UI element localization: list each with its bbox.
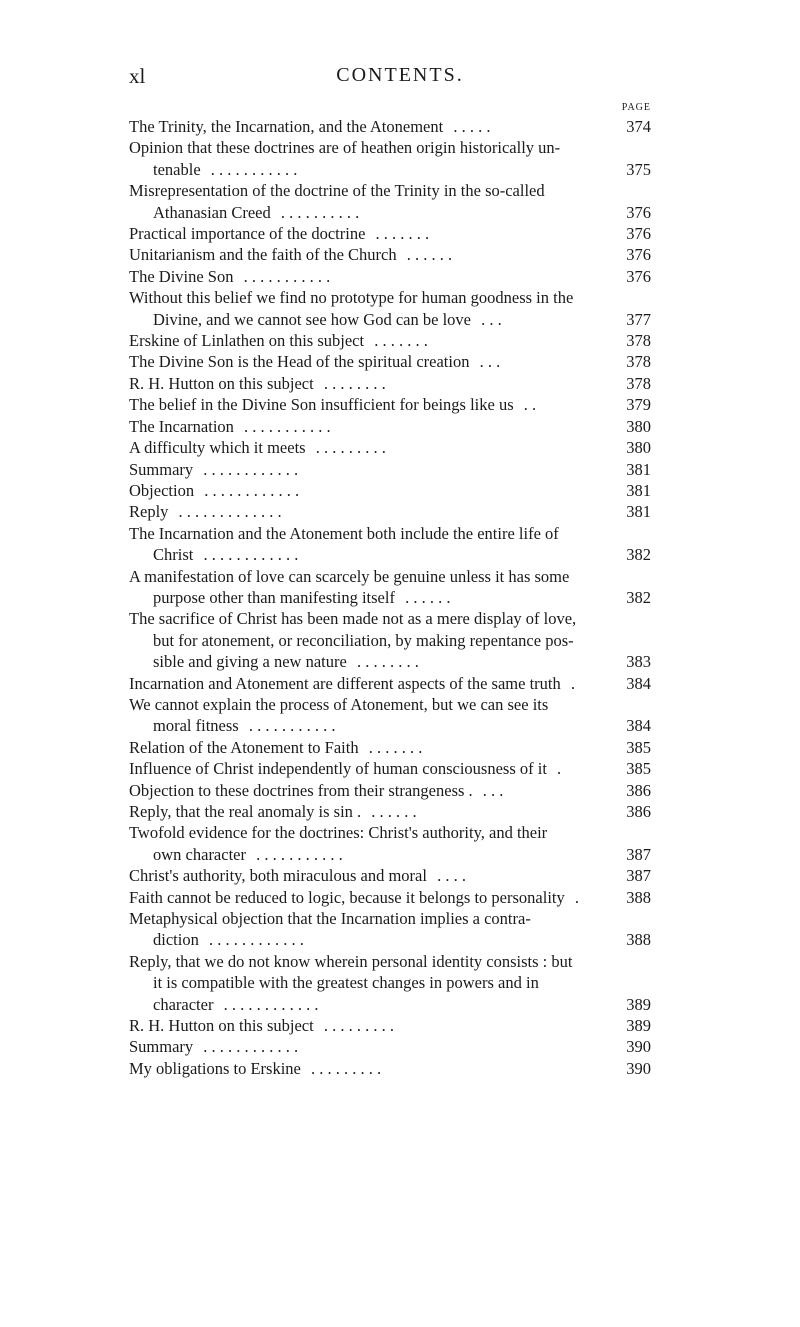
toc-page-number: 380 [626,416,651,436]
dot-leader: . . . . . . . . . . . . [199,459,299,479]
toc-entry [129,480,651,501]
page-column-label: PAGE [621,102,651,113]
toc-entry [129,822,651,865]
toc-entry [129,244,651,265]
toc-page-number: 386 [626,780,651,800]
toc-entry-text [129,501,617,522]
toc-entry-text: it is compatible with the greatest changes in powers and in [153,973,539,993]
toc-page-number: 382 [626,545,651,565]
toc-page-number: 375 [626,159,651,179]
toc-entry-text [129,351,617,372]
toc-entry-text-segment: The belief in the Divine Son insufficient for beings like us [129,395,514,415]
toc-entry-text: Metaphysical objection that the Incarnation implies a contra- [129,909,531,929]
toc-entry [129,673,651,694]
dot-leader: . . [519,395,537,415]
toc-entry-text-segment: diction [153,930,199,950]
toc-entry-text: The sacrifice of Christ has been made not as a mere display of love, [129,609,577,629]
toc-entry [129,223,651,244]
toc-entry-text-segment: Summary [129,1037,194,1057]
toc-entry-text-segment: sible and giving a new nature [153,652,347,672]
dot-leader: . . . [478,780,504,800]
table-of-contents [129,116,651,1079]
toc-entry-text [129,929,617,950]
toc-entry [129,523,651,566]
toc-entry-text-segment: Objection to these doctrines from their strangeness . [129,780,473,800]
toc-entry [129,865,651,886]
toc-entry-text [129,244,617,265]
dot-leader: . . . . . . . . [319,373,386,393]
toc-page-number: 376 [626,245,651,265]
dot-leader: . . . . . . . . . [319,1016,394,1036]
toc-entry-text: Twofold evidence for the doctrines: Christ's authority, and their [129,823,548,843]
toc-entry [129,694,651,737]
dot-leader: . [552,759,562,779]
toc-entry-text-segment: Divine, and we cannot see how God can be love [153,309,471,329]
toc-entry-text: The Incarnation and the Atonement both include the entire life of [129,523,559,543]
toc-entry-text [129,715,617,736]
dot-leader: . . . . . . . . . . . . [204,930,304,950]
toc-entry-text [129,394,617,415]
dot-leader: . . . [475,352,501,372]
toc-entry-text-segment: own character [153,844,246,864]
toc-entry-text-segment: Relation of the Atonement to Faith [129,737,359,757]
toc-entry-text [129,887,617,908]
toc-entry-text [129,437,617,458]
toc-entry-text-segment: The Divine Son [129,266,234,286]
toc-entry-text [129,459,617,480]
toc-entry [129,501,651,522]
toc-page-number: 376 [626,266,651,286]
toc-entry-text-segment: A difficulty which it meets [129,438,306,458]
toc-page-number: 387 [626,844,651,864]
toc-entry [129,1036,651,1057]
dot-leader: . . . . [432,866,466,886]
toc-entry-text-segment: Practical importance of the doctrine [129,224,366,244]
dot-leader: . . . [476,309,502,329]
toc-entry [129,758,651,779]
dot-leader: . . . . . . [402,245,453,265]
toc-entry-text [129,116,617,137]
toc-page-number: 376 [626,202,651,222]
toc-page-number: 383 [626,652,651,672]
toc-page-number: 380 [626,438,651,458]
toc-entry-text-segment: Influence of Christ independently of human consciousness of it [129,759,547,779]
toc-entry-text [129,1015,617,1036]
toc-entry [129,887,651,908]
toc-entry-text: Opinion that these doctrines are of heathen origin historically un- [129,138,561,158]
toc-entry-text-segment: The Divine Son is the Head of the spiritual creation [129,352,470,372]
toc-entry-text-segment: character [153,994,214,1014]
toc-entry-text-segment: Christ [153,545,194,565]
toc-entry [129,394,651,415]
toc-entry [129,287,651,330]
dot-leader: . . . . . . . . . . . . . [174,502,282,522]
toc-entry-text-segment: Reply [129,502,169,522]
toc-entry-text [129,737,617,758]
dot-leader: . . . . . . . . . [311,438,386,458]
toc-page-number: 387 [626,866,651,886]
toc-entry [129,737,651,758]
toc-entry-text [129,587,617,608]
toc-entry-text [129,994,617,1015]
toc-page-number: 390 [626,1058,651,1078]
toc-entry-text [129,651,617,672]
toc-entry-text-segment: Incarnation and Atonement are different aspects of the same truth [129,673,561,693]
dot-leader: . . . . . . . [370,331,428,351]
toc-entry-text [129,758,617,779]
dot-leader: . . . . . . . . . . . . [219,994,319,1014]
toc-page-number: 381 [626,502,651,522]
toc-entry-text-segment: Objection [129,480,195,500]
toc-page-number: 381 [626,480,651,500]
toc-page-number: 376 [626,224,651,244]
toc-entry-text [129,1058,617,1079]
toc-entry [129,330,651,351]
toc-entry-text-segment: moral fitness [153,716,239,736]
toc-page-number: 385 [626,737,651,757]
toc-entry-text-segment: Faith cannot be reduced to logic, because it belongs to personality [129,887,565,907]
toc-entry-text: A manifestation of love can scarcely be genuine unless it has some [129,566,570,586]
dot-leader: . . . . . . . . . . . [239,416,331,436]
dot-leader: . . . . . . . . [352,652,419,672]
toc-page-number: 374 [626,117,651,136]
toc-entry-text [129,266,617,287]
dot-leader: . . . . . . . . . . . [244,716,336,736]
toc-entry-text [129,309,617,330]
dot-leader: . . . . . . . . . . . [206,159,298,179]
dot-leader: . . . . . . . . . . . . [199,1037,299,1057]
toc-entry-text [129,223,617,244]
toc-entry [129,459,651,480]
toc-entry-text [129,544,617,565]
toc-entry-text [129,373,617,394]
toc-entry-text: Misrepresentation of the doctrine of the Trinity in the so-called [129,181,545,201]
toc-entry [129,351,651,372]
toc-entry-text [129,865,617,886]
toc-entry-text: but for atonement, or reconciliation, by making repentance pos- [153,630,574,650]
toc-entry [129,266,651,287]
toc-entry [129,437,651,458]
toc-page-number: 388 [626,930,651,950]
dot-leader: . [570,887,580,907]
toc-entry-text-segment: Erskine of Linlathen on this subject [129,331,365,351]
toc-entry-text [129,416,617,437]
toc-entry [129,801,651,822]
toc-entry-text [129,801,617,822]
toc-entry-text-segment: tenable [153,159,201,179]
toc-entry-text-segment: R. H. Hutton on this subject [129,373,314,393]
toc-entry-text-segment: The Incarnation [129,416,234,436]
toc-page-number: 378 [626,373,651,393]
toc-entry [129,566,651,609]
toc-entry-text [129,202,617,223]
toc-entry-text-segment: Athanasian Creed [153,202,271,222]
toc-entry [129,608,651,672]
dot-leader: . . . . . . . [371,224,430,244]
toc-entry-text: We cannot explain the process of Atonement, but we can see its [129,694,549,714]
toc-page-number: 378 [626,331,651,351]
toc-page-number: 381 [626,459,651,479]
dot-leader: . [566,673,575,693]
toc-page-number: 385 [626,759,651,779]
toc-entry-text [129,159,617,180]
toc-page-number: 386 [626,802,651,821]
toc-page-number: 389 [626,994,651,1014]
toc-page-number: 388 [626,887,651,907]
toc-page-number: 390 [626,1037,651,1057]
dot-leader: . . . . . [449,117,491,136]
toc-entry [129,951,651,1015]
toc-entry-text-segment: purpose other than manifesting itself [153,587,395,607]
toc-entry-text-segment: Reply, that the real anomaly is sin . [129,802,362,821]
toc-entry-text [129,480,617,501]
toc-entry [129,416,651,437]
toc-entry-text-segment: Unitarianism and the faith of the Church [129,245,397,265]
toc-entry [129,116,651,137]
toc-entry [129,373,651,394]
toc-page-number: 389 [626,1016,651,1036]
toc-entry [129,180,651,223]
page-header [0,64,800,94]
toc-page-number: 384 [626,673,651,693]
toc-entry [129,1058,651,1079]
toc-entry [129,137,651,180]
dot-leader: . . . . . . [367,802,417,821]
toc-entry [129,1015,651,1036]
toc-entry-text: Without this belief we find no prototype for human goodness in the [129,288,574,308]
dot-leader: . . . . . . . . . . . . [199,545,299,565]
dot-leader: . . . . . . . . . [306,1058,382,1078]
toc-entry [129,908,651,951]
toc-entry-text [129,673,617,694]
toc-page-number: 378 [626,352,651,372]
toc-entry-text-segment: R. H. Hutton on this subject [129,1016,314,1036]
toc-page-number: 379 [626,395,651,415]
toc-entry-text-segment: Christ's authority, both miraculous and moral [129,866,427,886]
toc-page-number: 382 [626,587,651,607]
toc-page-number: 377 [626,309,651,329]
dot-leader: . . . . . . . . . . . . [200,480,300,500]
dot-leader: . . . . . . . . . . . [239,266,331,286]
dot-leader: . . . . . . . [364,737,423,757]
toc-entry-text [129,780,617,801]
toc-entry-text [129,844,617,865]
running-title: CONTENTS. [336,64,464,86]
toc-entry-text-segment: My obligations to Erskine [129,1058,301,1078]
toc-entry-text [129,330,617,351]
dot-leader: . . . . . . . . . . [276,202,360,222]
dot-leader: . . . . . . . . . . . [251,844,343,864]
page-number: xl [129,64,146,88]
toc-entry-text: Reply, that we do not know wherein personal identity consists : but [129,951,573,971]
toc-entry-text [129,1036,617,1057]
dot-leader: . . . . . . [400,587,451,607]
toc-entry-text-segment: The Trinity, the Incarnation, and the Atonement [129,117,444,136]
toc-page-number: 384 [626,716,651,736]
toc-entry-text-segment: Summary [129,459,194,479]
toc-entry [129,780,651,801]
